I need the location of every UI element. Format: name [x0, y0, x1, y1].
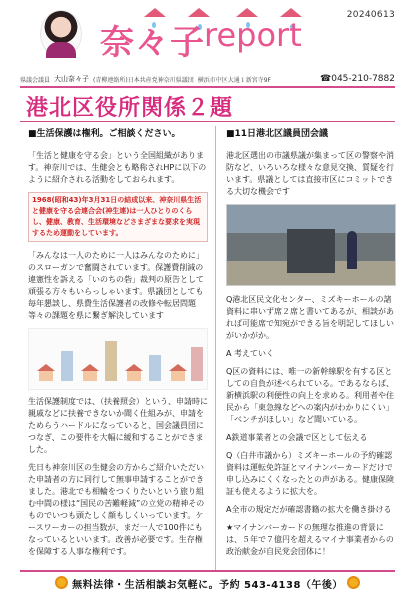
question-2: Q区の資料には、唯一の新幹線駅を有する区としての自負が述べられている。であるならば、新横浜駅の利便性の向上を求める。利用者や住民から「東急線などへの案内がわかりにくい」「ベンチがほしい」など聞いている。 — [226, 367, 394, 424]
left-paragraph-4: 先日も神奈川区の生健会の方からご紹介いただいた申請者の方に同行して無事申請することができました。港北でも相輪をつくりたいという旅り組む中間の様は“国民の苦難軽減”の立党の精神そのものでいつも頭たしく顔もしくいっています。ケースワーカーの担当数が、まだ一人で100件にもなっているといいます。改善が必要です。生存権を保障する人事な権利です。 — [28, 463, 205, 556]
left-column — [28, 128, 208, 564]
answer-2: A鉄道事業者との会議で区として伝える — [226, 433, 368, 442]
answer-3: A全市の規定だが確認書籍の拡大を働き掛ける — [226, 505, 392, 514]
left-paragraph-1: 「生活と健康を守る会」という全国組織があります。神奈川では、生健会とも略称されHPに以下のように紹介される活動をしておられます。 — [28, 151, 207, 184]
photo-entrance — [287, 229, 335, 273]
header-rule — [20, 86, 395, 88]
flower-icon — [347, 576, 360, 589]
newsletter-logo: 奈々子 — [100, 23, 205, 63]
headline: 港北区役所関係２題 — [26, 96, 234, 121]
house-icon — [127, 371, 141, 381]
right-paragraph-1: 港北区選出の市議県議が集まって区の警察や消防など、いろいろな様々な意見交換、質疑を行います。県議としては直接市区にコミットできる大切な機会です — [226, 151, 394, 196]
ward-office-photo — [226, 204, 396, 286]
mynumber-note: ★マイナンバーカードの無理な推進の背景には、５年で７億円を超えるマイナ事業者からの政治献金が自民党会団体に！ — [226, 523, 394, 556]
newsletter-logo-word: report — [204, 16, 302, 54]
housing-illustration — [28, 328, 208, 390]
affiliation-label: (青柳連絡所)日本共産党神奈川県議団 — [93, 76, 194, 84]
left-paragraph-2: 「みんなは一人のために一人はみんなのために」のスローガンで奮闘されています。保護費削減の違憲性を訴える「いのちの砦」裁判の原告として頑張る方々もいらっしゃいます。県議団としても毎年懇談し、県費生活保護者の改修や転居問題等々の課題を県に繋ぎ解決しています — [28, 251, 204, 320]
building-icon — [105, 341, 117, 381]
contact-bar — [20, 74, 395, 84]
building-icon — [149, 355, 161, 381]
house-icon — [39, 371, 53, 381]
house-icon — [171, 371, 185, 381]
question-1: Q港北区民文化センター、ミズキーホールの諸資料に串いず席２席と書いてあるが、相談があれば可能席で知宛ができる旨を明記してほしいがいかがか。 — [226, 295, 394, 340]
answer-1: A 考えていく — [226, 349, 275, 358]
building-icon — [61, 351, 73, 381]
building-icon — [191, 347, 203, 381]
right-section-title: ■11日港北区議員団会議 — [226, 129, 329, 139]
highlight-box: 1968(昭和43)年3月31日の結成以来、神奈川県生活と健康を守る会連合会(神生連)は一人ひとりのくらし、健康、教育、生活環境などさまざまな要求を実現するため運動をしています。 — [28, 192, 208, 242]
role-label: 県議会議員 — [20, 76, 51, 84]
headline-rule — [20, 121, 395, 122]
right-column — [226, 128, 396, 564]
photo-person — [347, 231, 357, 269]
date-label: 20240613 — [346, 10, 395, 20]
left-section-title: ■生活保護は権利。ご相談ください。 — [28, 129, 181, 139]
footer-banner — [20, 570, 395, 591]
house-icon — [83, 371, 97, 381]
portrait-body — [46, 42, 76, 58]
phone-number — [320, 74, 395, 84]
flower-icon — [55, 576, 68, 589]
politician-name: 大山奈々子 — [54, 75, 90, 83]
question-3: Q（白井市議から）ミズキーホールの予約確認資料は運転免許証とマイナンバーカードだけで申し込みにくくなったとの声がある。健康保険証も使えるように拡大を。 — [226, 451, 394, 496]
address-label: 横浜市中区大通１新宮寺9F — [197, 76, 271, 84]
left-paragraph-3: 生活保護制度では、（扶養照会）という、申請時に親戚などに扶養できないか聞く仕組みが、申請をためらうハードルになっていると、国会議員団につなぎ、この要件を大幅に緩和することができました。 — [28, 397, 208, 454]
phone-text: 045-210-7882 — [331, 74, 395, 84]
footer-text: 無料法律・生活相談お気軽に。予約 543-4138（午後） — [72, 580, 343, 591]
column-divider — [215, 126, 216, 570]
phone-icon: ☎ — [320, 74, 332, 84]
